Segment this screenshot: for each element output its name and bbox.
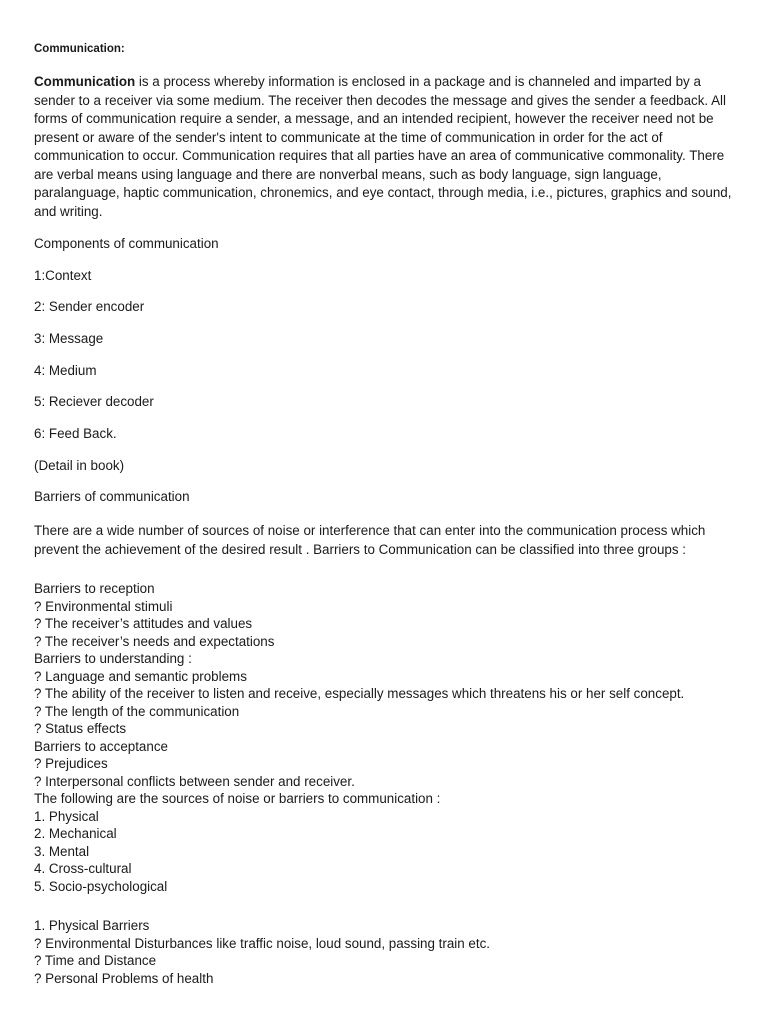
list-item: ? Time and Distance (34, 953, 157, 968)
list-item: ? Prejudices (34, 756, 108, 771)
component-item: 6: Feed Back. (34, 426, 117, 441)
detail-note: (Detail in book) (34, 458, 125, 473)
list-item: ? Environmental stimuli (34, 598, 173, 614)
list-item: ? The ability of the receiver to listen and receive, especially messages which threatens his or her self concept. (34, 686, 685, 701)
components-heading: Components of communication (34, 236, 219, 251)
list-item: ? The receiver’s attitudes and values (34, 616, 253, 631)
physical-barriers-list (34, 917, 490, 987)
list-item: 2. Mechanical (34, 826, 117, 841)
barriers-intro-paragraph: There are a wide number of sources of noise or interference that can enter into the communication process which prevent the achievement of the desired result . Barriers to Communication can be classified into three groups : (34, 523, 706, 557)
component-item: 3: Message (34, 331, 104, 346)
list-item: ? Environmental Disturbances like traffic noise, loud sound, passing train etc. (34, 935, 491, 951)
list-item: ? Personal Problems of health (34, 970, 214, 986)
document-heading: Communication: (34, 43, 125, 55)
barriers-heading: Barriers of communication (34, 489, 190, 504)
list-item: ? Language and semantic problems (34, 668, 247, 684)
barrier-list (34, 580, 684, 895)
list-item: 4. Cross-cultural (34, 861, 132, 876)
list-item: ? Status effects (34, 721, 127, 736)
intro-text: is a process whereby information is enclosed in a package and is channeled and imparted by a sender to a receiver via some medium. The receiver then decodes the message and gives the sender a feedback. All forms of communication require a sender, a message, and an intended recipient, however the receiver need not be present or aware of the sender's intent to communicate at the time of communication in order for the act of communication to occur. Communication requires that all parties have an area of communicative commonality. There are verbal means using language and there are nonverbal means, such as body language, sign language, paralanguage, haptic communication, chronemics, and eye contact, through media, i.e., pictures, graphics and sound, and writing. (34, 74, 732, 219)
list-item: 5. Socio-psychological (34, 878, 168, 894)
component-item: 2: Sender encoder (34, 299, 145, 314)
list-item: 1. Physical (34, 808, 99, 824)
list-item: 3. Mental (34, 843, 90, 859)
component-item: 4: Medium (34, 363, 97, 378)
component-item: 1:Context (34, 268, 92, 283)
list-item: The following are the sources of noise or barriers to communication : (34, 791, 441, 806)
list-item: Barriers to acceptance (34, 738, 168, 754)
list-item: ? The length of the communication (34, 703, 240, 719)
list-item: Barriers to reception (34, 581, 155, 596)
component-item: 5: Reciever decoder (34, 394, 154, 409)
list-item: 1. Physical Barriers (34, 918, 150, 933)
intro-term: Communication (34, 74, 136, 89)
list-item: ? Interpersonal conflicts between sender and receiver. (34, 773, 355, 789)
intro-paragraph (34, 73, 744, 221)
list-item: Barriers to understanding : (34, 651, 192, 666)
list-item: ? The receiver’s needs and expectations (34, 633, 275, 649)
